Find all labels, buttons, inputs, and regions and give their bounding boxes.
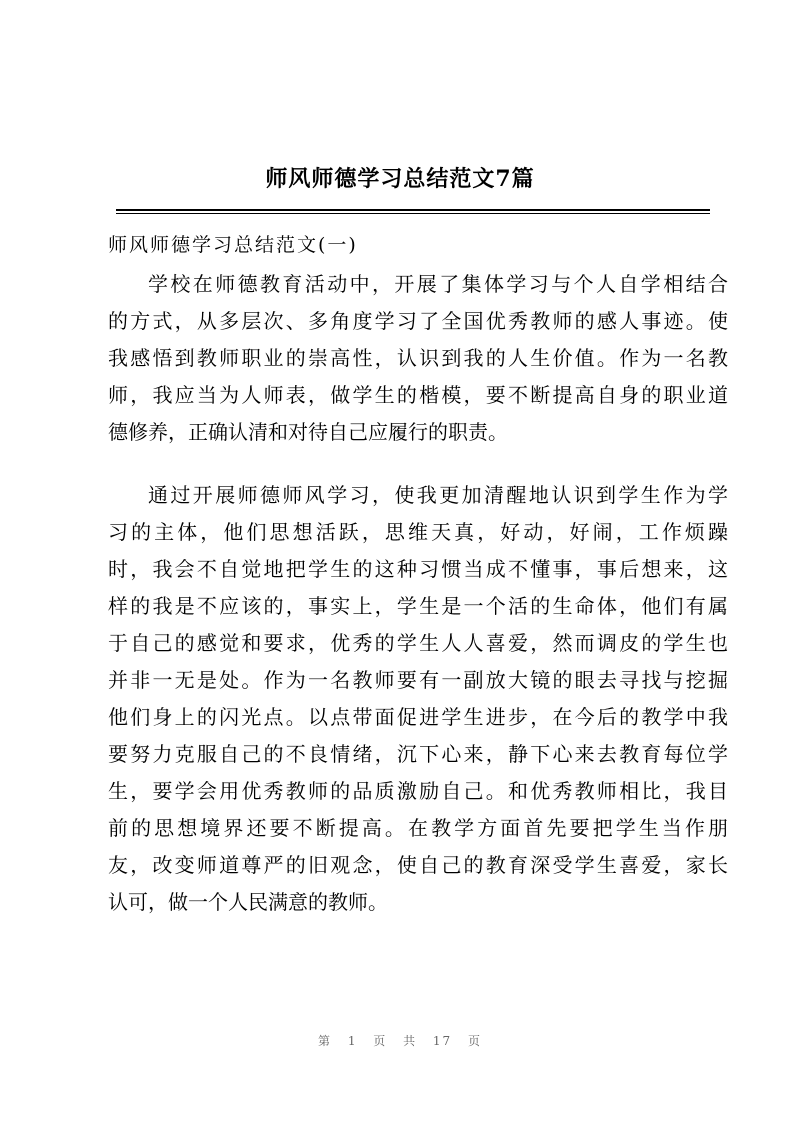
paragraph-line: 前的思想境界还要不断提高。在教学方面首先要把学生当作朋 xyxy=(108,816,728,840)
paragraph-line: 他们身上的闪光点。以点带面促进学生进步，在今后的教学中我 xyxy=(108,705,728,729)
paragraph-line: 于自己的感觉和要求，优秀的学生人人喜爱，然而调皮的学生也 xyxy=(108,631,728,655)
paragraph-line: 样的我是不应该的，事实上，学生是一个活的生命体，他们有属 xyxy=(108,594,728,618)
paragraph-line: 德修养，正确认清和对待自己应履行的职责。 xyxy=(108,420,508,444)
paragraph-line: 友，改变师道尊严的旧观念，使自己的教育深受学生喜爱，家长 xyxy=(108,853,728,877)
title-rule-thick xyxy=(116,209,710,211)
page-number-footer: 第 1 页 共 17 页 xyxy=(318,1034,482,1048)
paragraph-line: 师，我应当为人师表，做学生的楷模，要不断提高自身的职业道 xyxy=(108,383,728,407)
paragraph-line: 并非一无是处。作为一名教师要有一副放大镜的眼去寻找与挖掘 xyxy=(108,668,728,692)
paragraph-line: 时，我会不自觉地把学生的这种习惯当成不懂事，事后想来，这 xyxy=(108,557,728,581)
paragraph-line: 要努力克服自己的不良情绪，沉下心来，静下心来去教育每位学 xyxy=(108,742,728,766)
paragraph-line: 认可，做一个人民满意的教师。 xyxy=(108,890,388,914)
paragraph-line: 通过开展师德师风学习，使我更加清醒地认识到学生作为学 xyxy=(148,483,728,507)
paragraph-line: 我感悟到教师职业的崇高性，认识到我的人生价值。作为一名教 xyxy=(108,346,728,370)
paragraph-line: 的方式，从多层次、多角度学习了全国优秀教师的感人事迹。使 xyxy=(108,309,728,333)
paragraph-line: 学校在师德教育活动中，开展了集体学习与个人自学相结合 xyxy=(148,272,728,296)
paragraph-1 xyxy=(108,266,728,451)
section-heading: 师风师德学习总结范文(一) xyxy=(108,234,358,256)
document-title: 师风师德学习总结范文7篇 xyxy=(265,166,535,192)
paragraph-2 xyxy=(108,477,728,921)
paragraph-line: 生，要学会用优秀教师的品质激励自己。和优秀教师相比，我目 xyxy=(108,779,728,803)
title-rule-thin xyxy=(116,213,710,214)
paragraph-line: 习的主体，他们思想活跃，思维天真，好动，好闹，工作烦躁 xyxy=(108,520,728,544)
